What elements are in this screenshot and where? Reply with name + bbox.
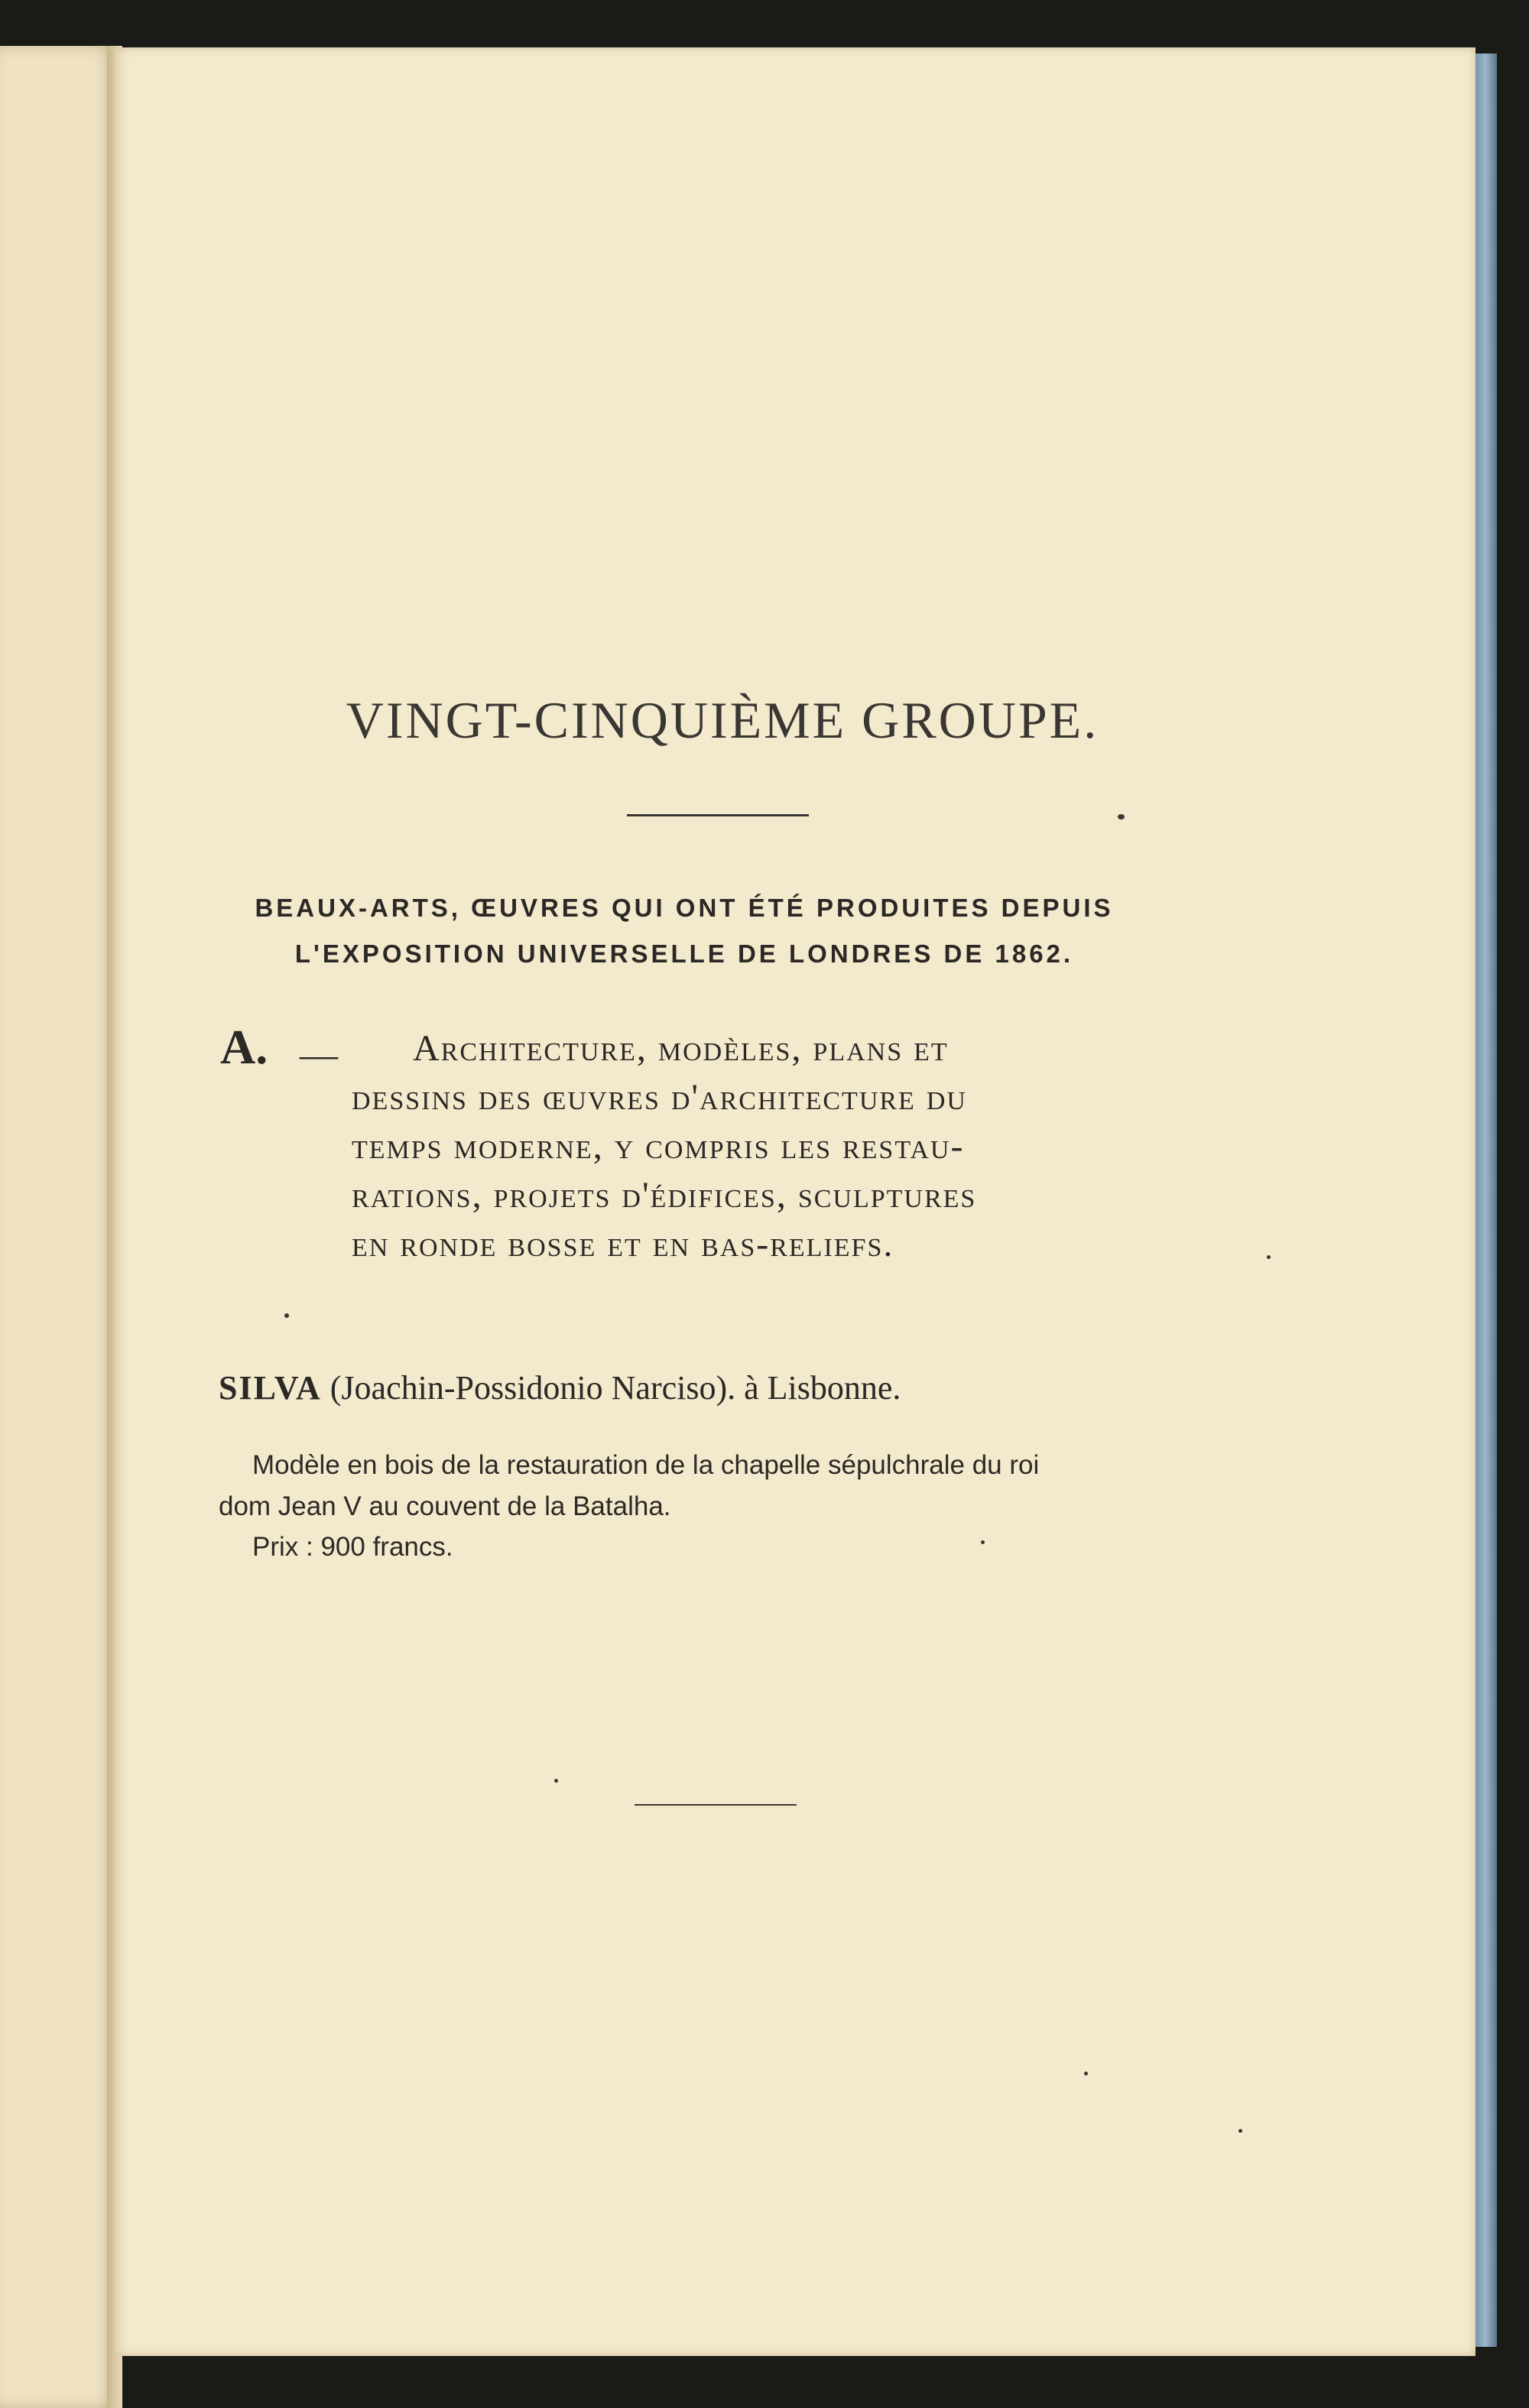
- exhibitor-name: SILVA: [219, 1369, 322, 1407]
- section-line: dessins des œuvres d'architecture du: [352, 1077, 967, 1118]
- description-line: dom Jean V au couvent de la Batalha.: [219, 1491, 671, 1521]
- title-divider: [627, 814, 809, 816]
- group-title: VINGT-CINQUIÈME GROUPE.: [346, 691, 1099, 749]
- description-line: Modèle en bois de la restauration de la chapelle sépulchrale du roi: [252, 1450, 1040, 1480]
- exhibit-description: [219, 1445, 1228, 1527]
- exhibitor-entry: [219, 1368, 901, 1407]
- paper-speck: [554, 1779, 558, 1783]
- section-line: temps moderne, y compris les restau-: [352, 1126, 965, 1167]
- cover-board-edge: [1474, 54, 1497, 2347]
- paper-speck: [981, 1540, 985, 1544]
- section-letter: A.: [220, 1020, 268, 1074]
- section-line: Architecture, modèles, plans et: [413, 1028, 949, 1069]
- section-dash: —: [300, 1033, 338, 1076]
- section-line: en ronde bosse et en bas-reliefs.: [352, 1224, 894, 1264]
- section-line: rations, projets d'édifices, sculptures: [352, 1175, 977, 1215]
- paper-speck: [1084, 2072, 1088, 2075]
- section-heading: [352, 1024, 1223, 1269]
- paper-speck: [1238, 2129, 1242, 2133]
- subtitle-line: BEAUX-ARTS, ŒUVRES QUI ONT ÉTÉ PRODUITES DEPUIS: [255, 894, 1114, 922]
- exhibit-price: Prix : 900 francs.: [252, 1532, 453, 1562]
- exhibitor-details: (Joachin-Possidonio Narciso). à Lisbonne.: [329, 1369, 901, 1407]
- paper-speck: [1118, 814, 1125, 819]
- end-divider: [635, 1804, 797, 1806]
- previous-page-edge: [0, 46, 115, 2408]
- group-subtitle: [199, 885, 1170, 977]
- paper-speck: [284, 1313, 289, 1318]
- paper-speck: [1267, 1255, 1271, 1259]
- subtitle-line: L'EXPOSITION UNIVERSELLE DE LONDRES DE 1862.: [294, 940, 1074, 968]
